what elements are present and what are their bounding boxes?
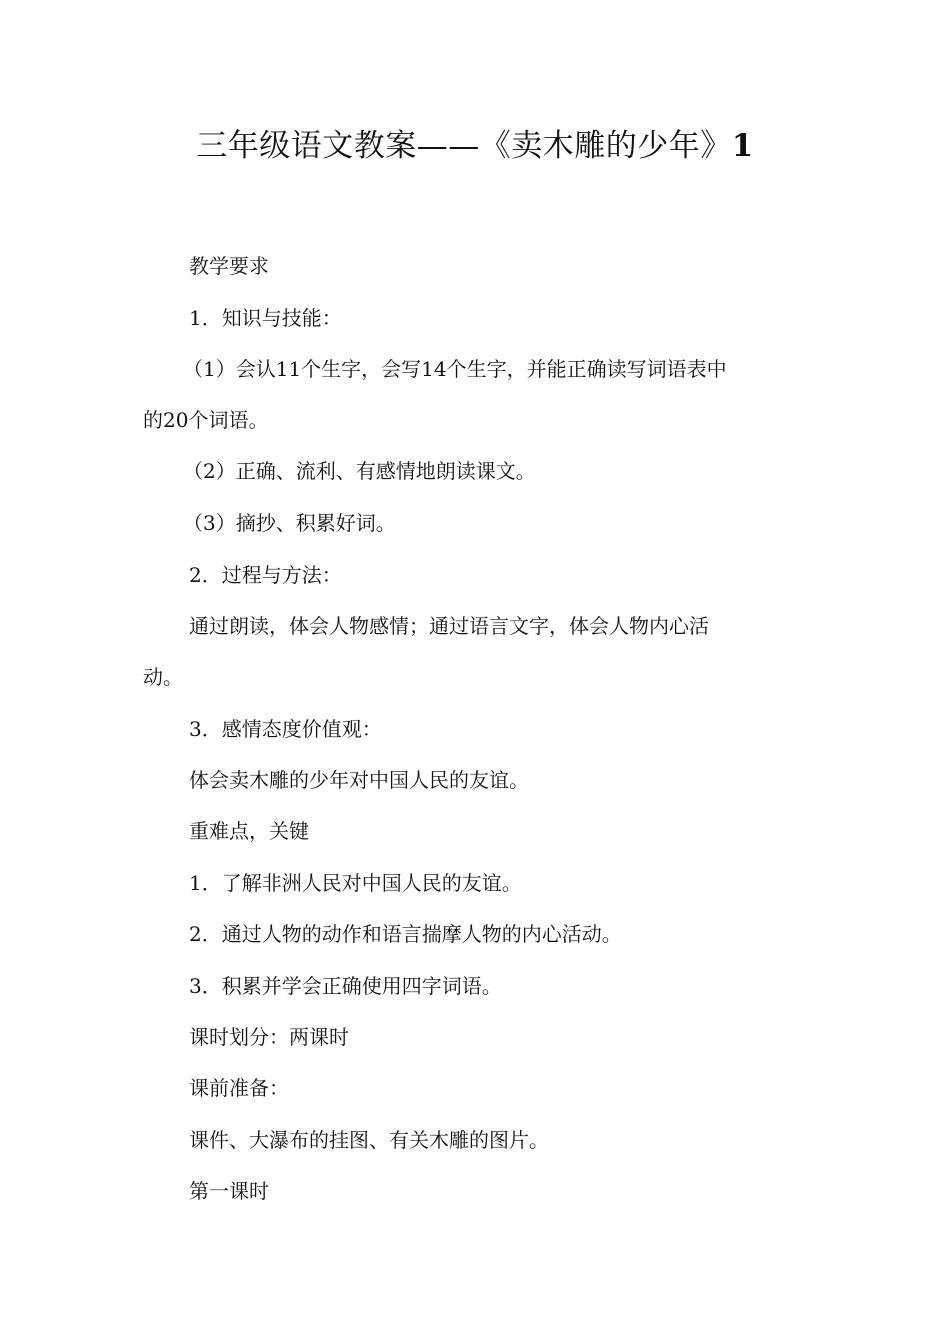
title-number: 1 [731, 128, 754, 164]
section-heading-key-points: 重难点，关键 [189, 819, 309, 843]
paragraph: 课件、大瀑布的挂图、有关木雕的图片。 [189, 1128, 549, 1152]
paragraph: （3）摘抄、积累好词。 [183, 511, 396, 535]
paragraph: 2．通过人物的动作和语言揣摩人物的内心活动。 [189, 922, 622, 946]
paragraph: （1）会认11个生字，会写14个生字，并能正确读写词语表中 [183, 357, 727, 381]
paragraph: 1．知识与技能： [189, 306, 342, 330]
paragraph: 3．感情态度价值观： [189, 717, 382, 741]
paragraph: 动。 [143, 665, 183, 689]
paragraph: 课前准备： [189, 1076, 289, 1100]
section-heading-teaching-requirements: 教学要求 [189, 254, 269, 278]
paragraph: （2）正确、流利、有感情地朗读课文。 [183, 459, 536, 483]
paragraph: 1．了解非洲人民对中国人民的友谊。 [189, 871, 522, 895]
document-title [0, 124, 950, 168]
paragraph: 2．过程与方法： [189, 563, 342, 587]
paragraph: 体会卖木雕的少年对中国人民的友谊。 [189, 768, 529, 792]
title-text: 三年级语文教案——《卖木雕的少年》 [196, 128, 732, 164]
paragraph: 通过朗读，体会人物感情；通过语言文字，体会人物内心活 [189, 614, 709, 638]
paragraph: 3．积累并学会正确使用四字词语。 [189, 974, 502, 998]
paragraph: 课时划分：两课时 [189, 1025, 349, 1049]
section-heading-first-lesson: 第一课时 [189, 1179, 269, 1203]
paragraph: 的20个词语。 [143, 408, 269, 432]
